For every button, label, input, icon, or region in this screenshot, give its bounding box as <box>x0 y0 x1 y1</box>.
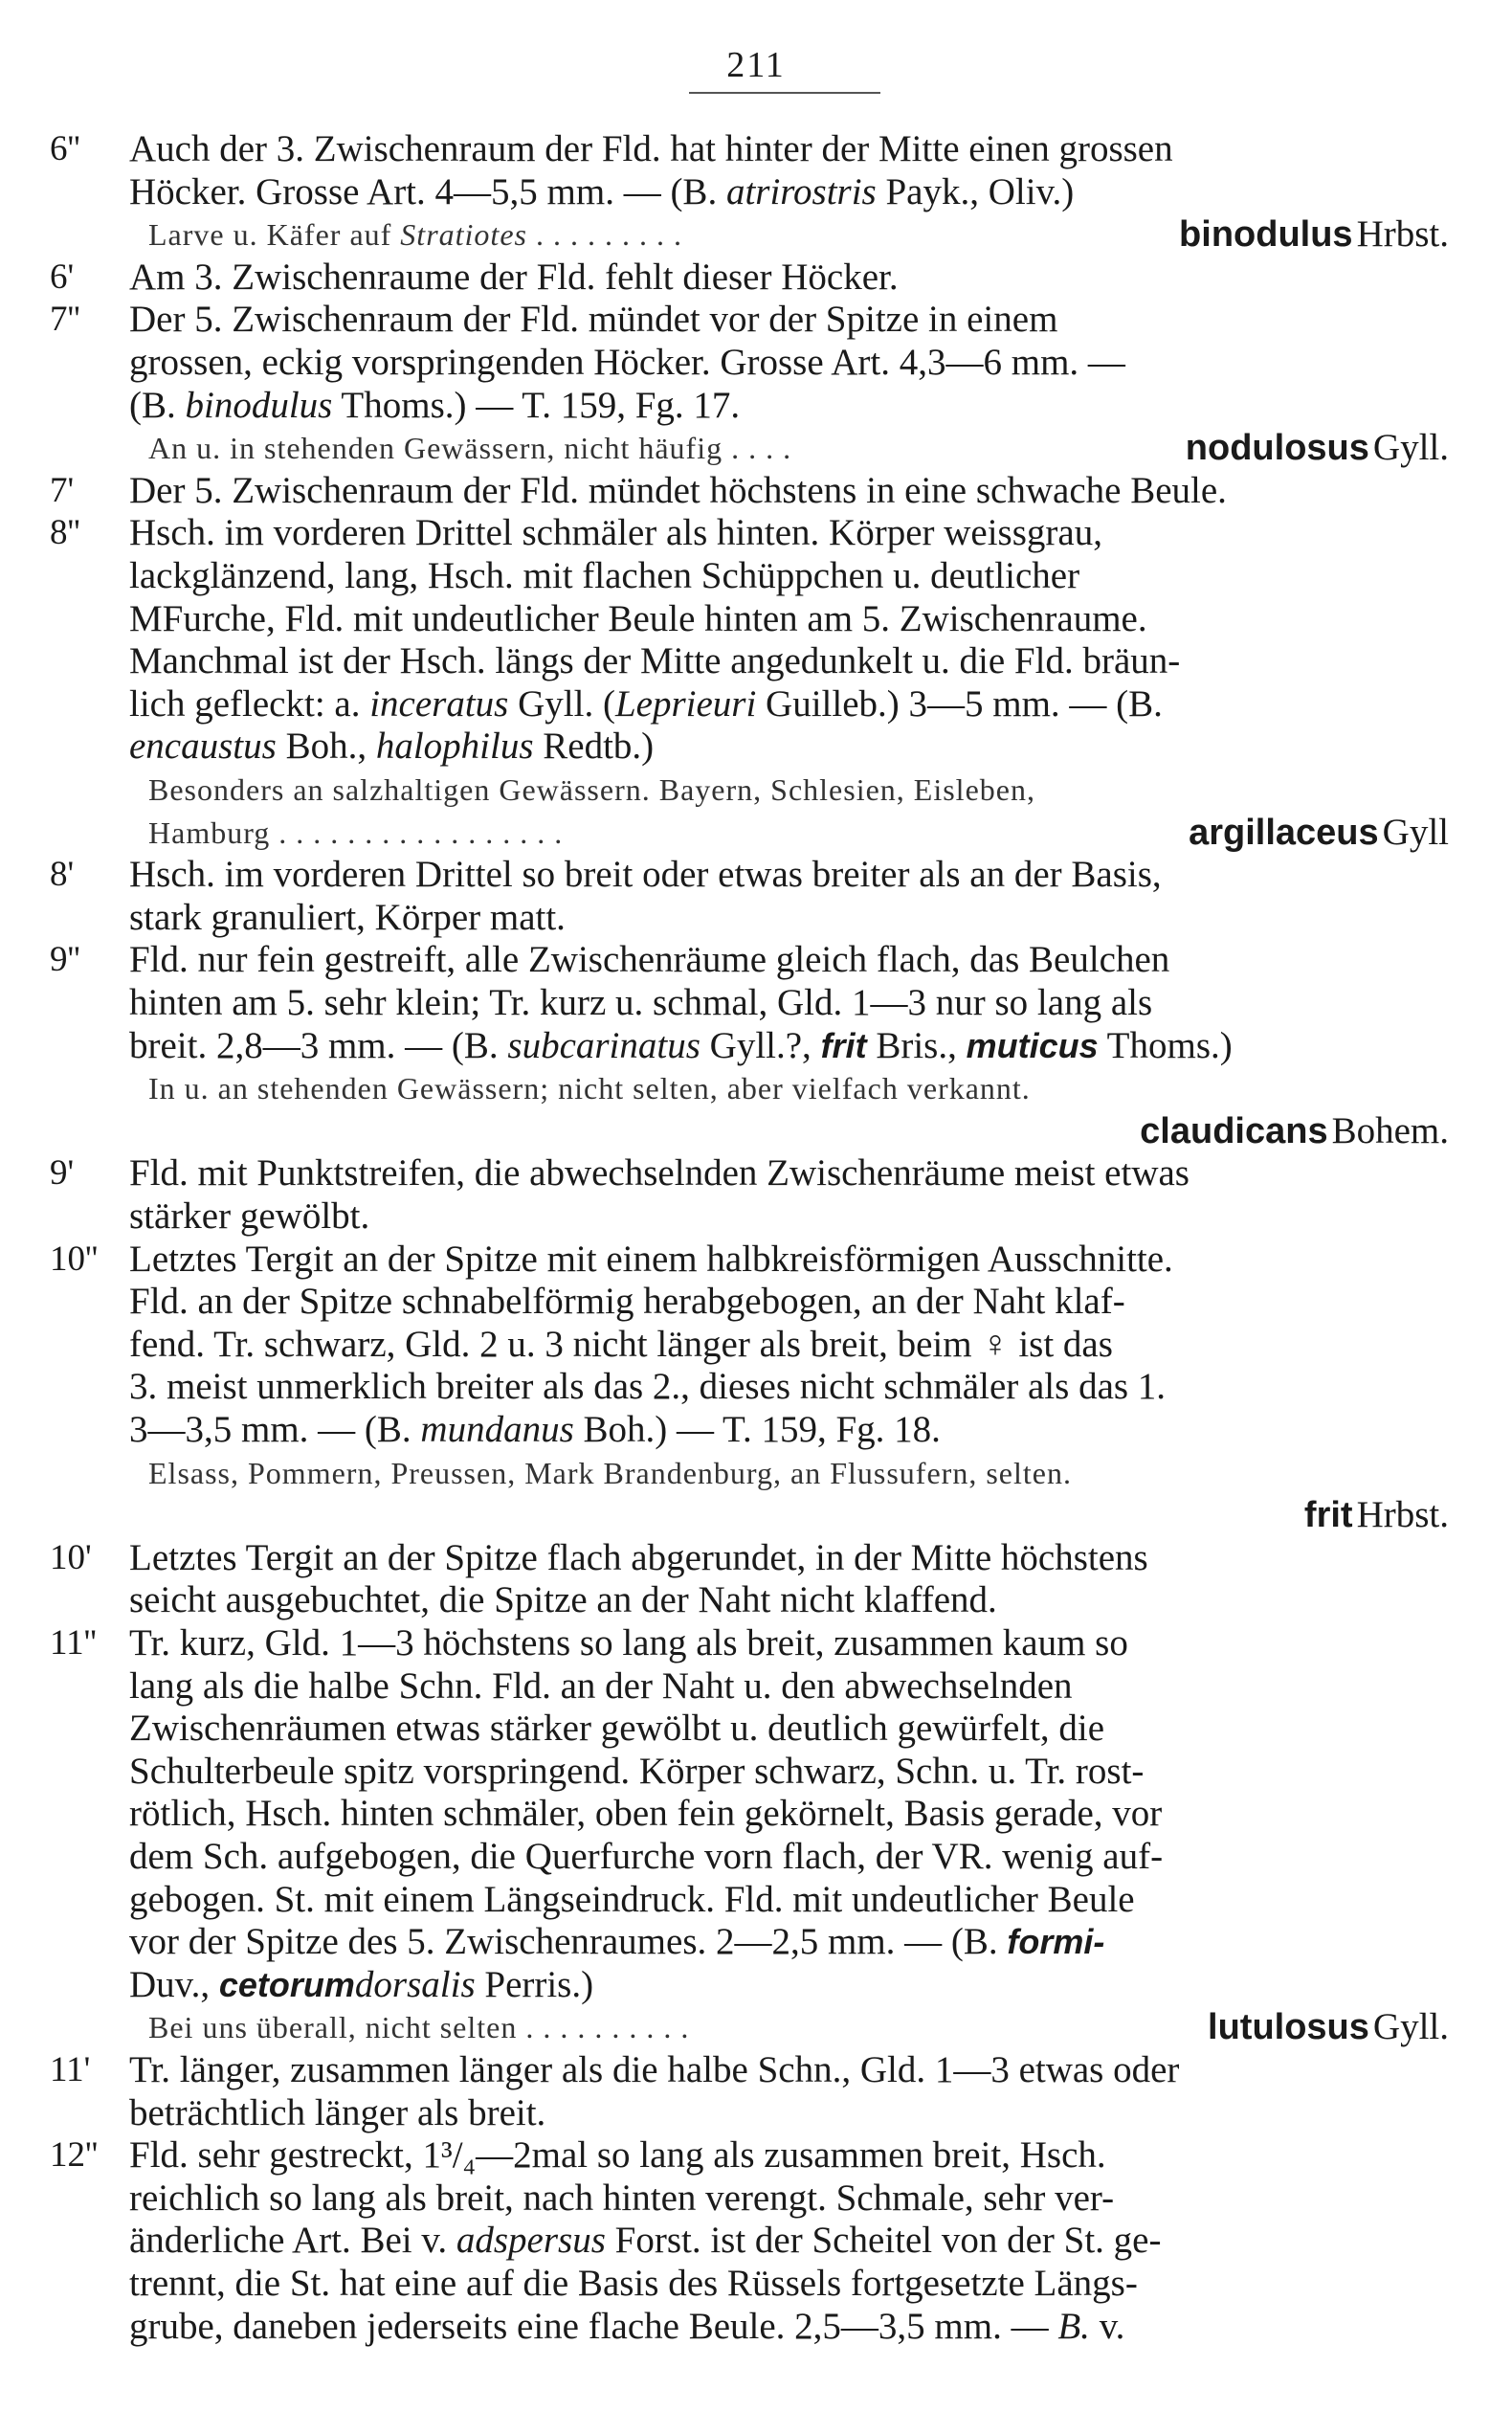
taxon-name: subcarinatus <box>507 1024 700 1066</box>
header-rule <box>689 92 880 94</box>
line-text: vor der Spitze des 5. Zwischenraumes. 2—2,5 mm. — (B. formi- <box>129 1921 1105 1963</box>
species-name: frit <box>1303 1495 1353 1536</box>
couplet-mark: 7' <box>50 470 75 510</box>
taxon-name: cetorum <box>218 1964 355 2004</box>
line-text: Letztes Tergit an der Spitze flach abgerundet, in der Mitte höchstens <box>129 1536 1148 1578</box>
species-author: Gyll. <box>1372 427 1449 469</box>
line-text: gebogen. St. mit einem Längseindruck. Fld. mit undeutlicher Beule <box>129 1878 1135 1920</box>
line-text: 3—3,5 mm. — (B. mundanus Boh.) — T. 159, Fg. 18. <box>129 1409 941 1450</box>
species-author: Gyll <box>1382 811 1449 853</box>
taxon-name: adspersus <box>456 2220 606 2262</box>
species-name: nodulosus <box>1185 428 1369 469</box>
line-text: Auch der 3. Zwischenraum der Fld. hat hinter der Mitte einen grossen <box>129 128 1173 169</box>
couplet-mark: 10' <box>50 1537 92 1577</box>
species-name: lutulosus <box>1208 2007 1369 2048</box>
line-text: breit. 2,8—3 mm. — (B. subcarinatus Gyll.?, frit Bris., muticus Thoms.) <box>129 1024 1233 1066</box>
line-text: Fld. mit Punktstreifen, die abwechselnden Zwischenräume meist etwas <box>129 1152 1190 1195</box>
line-text: hinten am 5. sehr klein; Tr. kurz u. schmal, Gld. 1—3 nur so lang als <box>129 982 1153 1023</box>
leader-dots: . . . . . . . . . . <box>525 2010 690 2045</box>
line-text: Höcker. Grosse Art. 4—5,5 mm. — (B. atrirostris Payk., Oliv.) <box>129 170 1075 212</box>
note-text: Larve u. Käfer auf Stratiotes . . . . . . . . . <box>148 217 682 253</box>
couplet-mark: 7'' <box>50 300 80 340</box>
taxon-name: B. <box>1057 2305 1090 2347</box>
taxon-name: binodulus <box>185 384 333 426</box>
line-text: Fld. nur fein gestreift, alle Zwischenräume gleich flach, das Beulchen <box>129 939 1170 981</box>
taxon-name: formi- <box>1007 1922 1105 1962</box>
line-text: änderliche Art. Bei v. adspersus Forst. ist der Scheitel von der St. ge- <box>129 2220 1162 2262</box>
line-text: fend. Tr. schwarz, Gld. 2 u. 3 nicht länger als breit, beim ♀ ist das <box>129 1323 1113 1365</box>
taxon-name: frit <box>820 1025 867 1065</box>
couplet-mark: 11' <box>50 2050 91 2089</box>
note-text: Hamburg . . . . . . . . . . . . . . . . . <box>148 815 564 850</box>
taxon-name: mundanus <box>420 1409 574 1450</box>
line-text: Hsch. im vorderen Drittel schmäler als hinten. Körper weissgrau, <box>129 512 1102 554</box>
line-text: Fld. sehr gestreckt, 1³/₄—2mal so lang als zusammen breit, Hsch. <box>129 2134 1106 2177</box>
line-text: Tr. länger, zusammen länger als die halbe Schn., Gld. 1—3 etwas oder <box>129 2049 1180 2090</box>
couplet-mark: 11'' <box>50 1623 97 1663</box>
leader-dots: . . . . . . . . . . . . . . . . . <box>278 815 564 850</box>
line-text: reichlich so lang als breit, nach hinten verengt. Schmale, sehr ver- <box>129 2177 1115 2219</box>
couplet-mark: 6' <box>50 257 75 297</box>
taxon-name: encaustus <box>129 726 277 768</box>
note-text: Bei uns überall, nicht selten . . . . . . . . . . <box>148 2010 690 2045</box>
taxon-name: Leprieuri <box>614 682 757 725</box>
page-number: 211 <box>726 45 786 85</box>
couplet-mark: 12'' <box>50 2135 99 2176</box>
taxon-name: atrirostris <box>725 170 877 212</box>
line-text: Der 5. Zwischenraum der Fld. mündet vor der Spitze in einem <box>129 299 1058 341</box>
note-text: Besonders an salzhaltigen Gewässern. Bayern, Schlesien, Eisleben, <box>148 772 1035 807</box>
line-text: MFurche, Fld. mit undeutlicher Beule hinten am 5. Zwischenraume. <box>129 597 1147 639</box>
host-plant: Stratiotes <box>400 217 527 253</box>
couplet-mark: 8'' <box>50 513 80 553</box>
line-text: stark granuliert, Körper matt. <box>129 896 566 938</box>
line-text: encaustus Boh., halophilus Redtb.) <box>129 726 655 768</box>
line-text: grube, daneben jederseits eine flache Beule. 2,5—3,5 mm. — B. v. <box>129 2305 1125 2347</box>
taxon-name: inceratus <box>369 682 509 725</box>
line-text: Letztes Tergit an der Spitze mit einem halbkreisförmigen Ausschnitte. <box>129 1238 1173 1280</box>
couplet-mark: 6'' <box>50 129 80 168</box>
line-text: beträchtlich länger als breit. <box>129 2091 546 2133</box>
line-text: Schulterbeule spitz vorspringend. Körper schwarz, Schn. u. Tr. rost- <box>129 1750 1145 1792</box>
leader-dots: . . . . <box>731 431 792 466</box>
couplet-mark: 9' <box>50 1153 75 1194</box>
line-text: Duv., cetorumdorsalis Perris.) <box>129 1963 594 2005</box>
line-text: Manchmal ist der Hsch. längs der Mitte angedunkelt u. die Fld. bräun- <box>129 640 1181 682</box>
species-author: Bohem. <box>1331 1109 1449 1151</box>
species-name: argillaceus <box>1189 812 1379 853</box>
line-text: Am 3. Zwischenraume der Fld. fehlt dieser Höcker. <box>129 256 899 298</box>
line-text: Fld. an der Spitze schnabelförmig herabgebogen, an der Naht klaf- <box>129 1281 1125 1323</box>
line-text: lackglänzend, lang, Hsch. mit flachen Schüppchen u. deutlicher <box>129 555 1080 596</box>
line-text: trennt, die St. hat eine auf die Basis des Rüssels fortgesetzte Längs- <box>129 2263 1138 2304</box>
species-author: Hrbst. <box>1356 213 1449 256</box>
line-text: Zwischenräumen etwas stärker gewölbt u. deutlich gewürfelt, die <box>129 1708 1105 1750</box>
line-text: rötlich, Hsch. hinten schmäler, oben fein gekörnelt, Basis gerade, vor <box>129 1793 1163 1835</box>
line-text: Tr. kurz, Gld. 1—3 höchstens so lang als breit, zusammen kaum so <box>129 1622 1128 1664</box>
line-text: grossen, eckig vorspringenden Höcker. Grosse Art. 4,3—6 mm. — <box>129 342 1125 383</box>
species-author: Gyll. <box>1372 2006 1449 2048</box>
line-text: Hsch. im vorderen Drittel so breit oder etwas breiter als an der Basis, <box>129 854 1162 896</box>
line-text: Der 5. Zwischenraum der Fld. mündet höchstens in eine schwache Beule. <box>129 469 1227 511</box>
line-text: 3. meist unmerklich breiter als das 2., dieses nicht schmäler als das 1. <box>129 1366 1167 1408</box>
line-text: dem Sch. aufgebogen, die Querfurche vorn flach, der VR. wenig auf- <box>129 1836 1164 1877</box>
line-text: stärker gewölbt. <box>129 1195 370 1237</box>
line-text: seicht ausgebuchtet, die Spitze an der Naht nicht klaffend. <box>129 1579 997 1621</box>
line-text: (B. binodulus Thoms.) — T. 159, Fg. 17. <box>129 384 741 426</box>
species-author: Hrbst. <box>1356 1494 1449 1536</box>
note-text: Elsass, Pommern, Preussen, Mark Brandenburg, an Flussufern, selten. <box>148 1455 1072 1490</box>
leader-dots: . . . . . . . . . <box>535 217 682 253</box>
taxon-name: muticus <box>966 1025 1099 1065</box>
taxon-name: dorsalis <box>354 1963 476 2005</box>
line-text: lich gefleckt: a. inceratus Gyll. (Leprieuri Guilleb.) 3—5 mm. — (B. <box>129 682 1163 725</box>
taxon-name: halophilus <box>375 726 534 768</box>
species-name: claudicans <box>1140 1110 1328 1151</box>
couplet-mark: 10'' <box>50 1239 99 1279</box>
species-name: binodulus <box>1179 214 1353 256</box>
couplet-mark: 8' <box>50 855 75 895</box>
text-line <box>0 2300 1512 2354</box>
couplet-mark: 9'' <box>50 940 80 980</box>
note-text: In u. an stehenden Gewässern; nicht selten, aber vielfach verkannt. <box>148 1071 1031 1106</box>
line-text: lang als die halbe Schn. Fld. an der Naht u. den abwechselnden <box>129 1664 1073 1707</box>
note-text: An u. in stehenden Gewässern, nicht häufig . . . . <box>148 431 792 466</box>
